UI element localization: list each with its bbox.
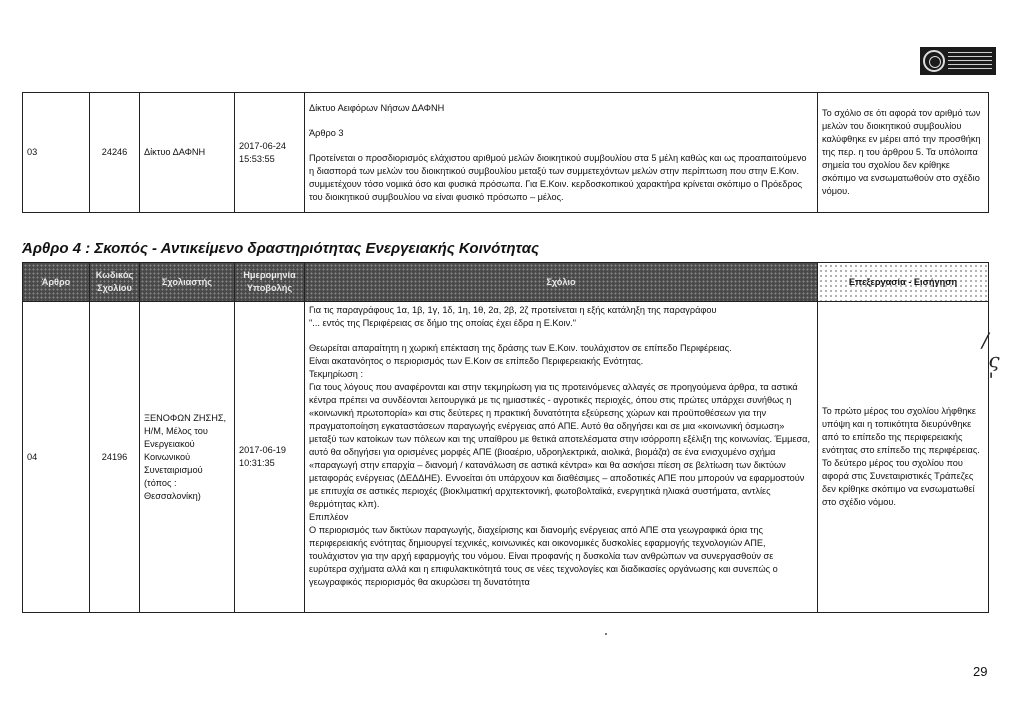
comment-title: Δίκτυο Αειφόρων Νήσων ΔΑΦΝΗ <box>309 102 445 113</box>
article-number-cell: 03 <box>23 93 90 213</box>
comment-article-ref: Άρθρο 3 <box>309 127 344 138</box>
processing-cell <box>818 302 989 613</box>
header-comment-code: Κωδικός Σχολίου <box>90 263 140 302</box>
comment-line: Είναι ακατανόητος ο περιορισμός των Ε.Κοιν σε επίπεδο Περιφερειακής Ενότητας. <box>309 356 644 366</box>
header-comment: Σχόλιο <box>305 263 818 302</box>
comment-line: Τεκμηρίωση : <box>309 369 364 379</box>
header-processing: Επεξεργασία - Εισήγηση <box>818 263 989 302</box>
header-date: Ημερομηνία Υποβολής <box>235 263 305 302</box>
date-value: 2017-06-24 <box>239 140 286 151</box>
section-title: Άρθρο 4 : Σκοπός - Αντικείμενο δραστηριότητας Ενεργειακής Κοινότητας <box>22 240 539 257</box>
date-cell <box>235 302 305 613</box>
comment-line: Για τους λόγους που αναφέρονται και στην τεκμηρίωση για τις προτεινόμενες αλλαγές σε προηγούμενα άρθρα, τα αστικά κέντρα πρέπει να συνδέονται λειτουργικά με τις ημιαστικές - αγροτικές περιοχές, όπου στις πρώτες υπάρχει συνήθως η «κοινωνική πρωτοπορία» και στις δεύτερες η πρακτική δυνατότητα εξεύρεσης χώρων και προϋποθέσεων για την πραγματοποίηση εγκαταστάσεων παραγωγής ενέργειας από ΑΠΕ. Αυτό θα οδηγήσει και σε μια «κοινωνική όσμωση» μεταξύ των κατοίκων των πόλεων και της υπαίθρου με θετικά αποτελέσματα στην ισόρροπη εξέλιξη της κοινωνίας. Έμμεσα, αυτό θα οδηγήσει για ορισμένες μορφές ΑΠΕ (βιοαέριο, υδροηλεκτρικά, αιολικά, βιομάζα) σε ένα ενισχυμένο σχήμα «παραγωγή στην επαρχία – διανομή / κατανάλωση σε αστικά κέντρα» και θα ασκήσει πίεση σε βελτίωση των δικτύων μεταφοράς ενέργειας (ΔΕΔΔΗΕ). Εννοείται ότι υπάρχουν και διαθέσιμες – αποδοτικές ΑΠΕ που μπορούν να εφαρμοστούν με επιτυχία σε αστικές περιοχές (βιοκλιματική αρχιτεκτονική, φωτοβολταϊκά, ενεργητικά ηλιακά συστήματα, αντλίες θερμότητας κλπ). <box>309 382 811 509</box>
comments-table-article-3 <box>22 92 989 213</box>
time-value: 15:53:55 <box>239 153 275 164</box>
commenter-cell: Δίκτυο ΔΑΦΝΗ <box>140 93 235 213</box>
processing-cell: Το σχόλιο σε ότι αφορά τον αριθμό των μελών του διοικητικού συμβουλίου καλύφθηκε εν μέρει από την προσθήκη της περ. η του άρθρου 5. Τα υπόλοιπα σημεία του σχολίου δεν κρίθηκε σκόπιμο να ενσωματωθούν στο σχέδιο νόμου. <box>818 93 989 213</box>
date-cell <box>235 93 305 213</box>
comment-code-cell: 24196 <box>90 302 140 613</box>
processing-part-2: Το δεύτερο μέρος του σχολίου που αφορά στις Συνεταιριστικές Τράπεζες δεν κρίθηκε σκόπιμο να ενσωματωθεί στο σχέδιο νόμου. <box>822 458 975 507</box>
processing-part-1: Το πρώτο μέρος του σχολίου λήφθηκε υπόψη και η τοπικότητα διευρύνθηκε από το επίπεδο της περιφερειακής ενότητας στο επίπεδο της περιφέρειας. <box>822 406 980 455</box>
ministry-seal-icon <box>923 50 945 72</box>
comments-table-article-4 <box>22 262 989 613</box>
date-value: 2017-06-19 <box>239 445 286 455</box>
comment-line: "... εντός της Περιφέρειας σε δήμο της οποίας έχει έδρα η Ε.Κοιν." <box>309 318 576 328</box>
table-row <box>23 302 989 613</box>
commenter-cell: ΞΕΝΟΦΩΝ ΖΗΣΗΣ, Η/Μ, Μέλος του Ενεργειακού Κοινωνικού Συνεταιρισμού (τόπος : Θεσσαλονίκη) <box>140 302 235 613</box>
comment-line: Ο περιορισμός των δικτύων παραγωγής, διαχείρισης και διανομής ενέργειας από ΑΠΕ στα γεωγραφικά όρια της περιφερειακής ενότητας δημιουργεί τεχνικές, κοινωνικές και οικονομικές δυσκολίες εφαρμογής τεχνολογιών ΑΠΕ, τουλάχιστον για την αρχή εφαρμογής του νόμου. Είναι προφανής η δυσκολία των ανθρώπων να συνεργασθούν σε ευρύτερα σχήματα αλλά και η επιφυλακτικότητά τους σε νέες τεχνολογίες και διαδικασίες οργάνωσης και συνεπώς ο γεωγραφικός περιορισμός θα ακυρώσει τη δυνατότητα <box>309 525 778 587</box>
page-number: 29 <box>973 664 988 679</box>
comment-cell <box>305 93 818 213</box>
handwritten-mark: / ς ' <box>982 328 1000 392</box>
comment-line: Επιπλέον <box>309 512 349 522</box>
ministry-logo-text <box>948 52 992 70</box>
table-header-row <box>23 263 989 302</box>
article-number-cell: 04 <box>23 302 90 613</box>
time-value: 10:31:35 <box>239 458 275 468</box>
ministry-logo <box>920 47 996 75</box>
comment-body: Προτείνεται ο προσδιορισμός ελάχιστου αριθμού μελών διοικητικού συμβουλίου στα 5 μέλη καθώς και ως προαπαιτούμενο η διασπορά των μελών του διοικητικού συμβουλίου μεταξύ των συμμετεχόντων μελών στην περίπτωση που στην Ε.Κοιν. συμμετέχουν τόσο νομικά όσο και φυσικά πρόσωπα. Για Ε.Κοιν. κερδοσκοπικού χαρακτήρα κρίνεται σκόπιμο ο Πρόεδρος του διοικητικού συμβουλίου να είναι φυσικό πρόσωπο – μέλος. <box>309 152 807 202</box>
comment-line: Θεωρείται απαραίτητη η χωρική επέκταση της δράσης των Ε.Κοιν. τουλάχιστον σε επίπεδο Περιφέρειας. <box>309 343 732 353</box>
comment-line: Για τις παραγράφους 1α, 1β, 1γ, 1δ, 1η, 1θ, 2α, 2β, 2ζ προτείνεται η εξής κατάληξη της παραγράφου <box>309 305 717 315</box>
scan-dot <box>605 633 607 635</box>
header-article: Άρθρο <box>23 263 90 302</box>
header-commenter: Σχολιαστής <box>140 263 235 302</box>
table-row <box>23 93 989 213</box>
comment-code-cell: 24246 <box>90 93 140 213</box>
comment-cell <box>305 302 818 613</box>
